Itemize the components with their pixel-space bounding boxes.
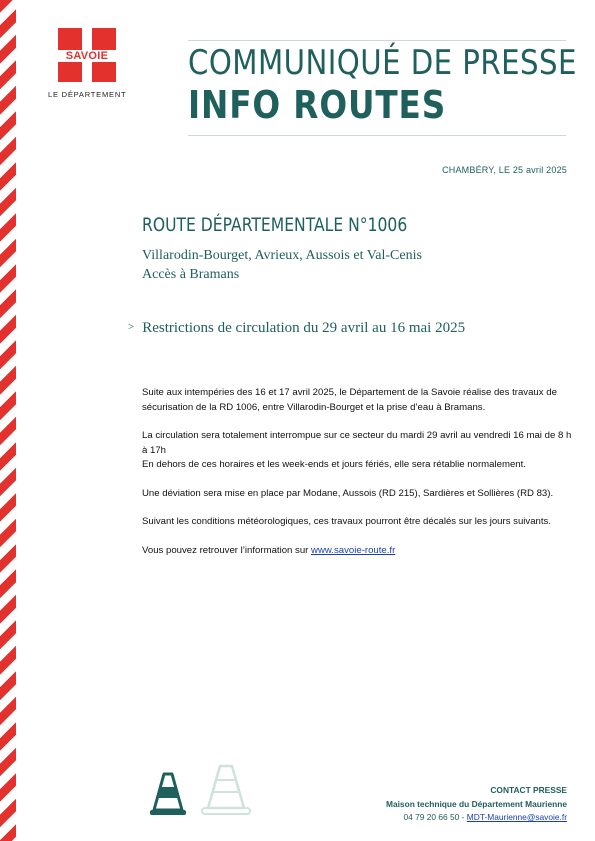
contact-line <box>386 811 567 825</box>
contact-separator: - <box>459 812 467 822</box>
closure-exceptions-text: En dehors de ces horaires et les week-ends et jours fériés, elle sera rétablie normalement. <box>142 459 526 470</box>
header-subtitle: INFO ROUTES <box>188 83 447 127</box>
restriction-text: Restrictions de circulation du 29 avril au 16 mai 2025 <box>142 320 466 336</box>
road-title: ROUTE DÉPARTEMENTALE N°1006 <box>142 214 408 236</box>
paragraph-info <box>142 544 574 559</box>
release-date: CHAMBÉRY, LE 25 avril 2025 <box>442 165 567 175</box>
contact-phone: 04 79 20 66 50 <box>403 812 460 822</box>
savoie-logo <box>48 28 128 99</box>
article-body <box>142 386 574 572</box>
logo-subtitle: LE DÉPARTEMENT <box>48 90 127 99</box>
header-title: COMMUNIQUÉ DE PRESSE <box>188 43 577 83</box>
logo-brand-text: SAVOIE <box>65 50 109 62</box>
locations-block <box>142 246 542 284</box>
savoie-cross-emblem <box>58 28 116 82</box>
header-top-rule <box>188 40 566 41</box>
cones-illustration <box>148 762 254 818</box>
paragraph-weather: Suivant les conditions météorologiques, ces travaux pourront être décalés sur les jours suivants. <box>142 516 552 527</box>
traffic-cone-icon <box>148 770 188 818</box>
paragraph-detour: Une déviation sera mise en place par Modane, Aussois (RD 215), Sardières et Sollières (RD 83). <box>142 487 554 499</box>
locations-line: Villarodin-Bourget, Avrieux, Aussois et Val-Cenis <box>142 248 422 263</box>
savoie-route-link[interactable]: www.savoie-route.fr <box>311 544 396 556</box>
header-bottom-rule <box>188 135 566 136</box>
red-white-stripe-border <box>0 0 16 841</box>
contact-office: Maison technique du Département Maurienne <box>385 798 567 809</box>
paragraph-works: Suite aux intempéries des 16 et 17 avril 2025, le Département de la Savoie réalise des travaux de sécurisation de la RD 1006, entre Villarodin-Bourget et la prise d’eau à Bramans. <box>142 387 557 413</box>
paragraph-closure <box>142 429 574 473</box>
chevron-right-icon: > <box>128 321 135 333</box>
traffic-cone-outline-icon <box>198 762 254 818</box>
restriction-heading <box>128 317 465 338</box>
info-prefix-text: Vous pouvez retrouver l’information sur <box>142 544 312 556</box>
closure-dates-text: La circulation sera totalement interrompue sur ce secteur du mardi 29 avril au vendredi 16 mai de 8 h à 17h <box>142 430 572 456</box>
contact-email-link[interactable]: MDT-Maurienne@savoie.fr <box>466 812 567 822</box>
contact-title: CONTACT PRESSE <box>490 785 567 795</box>
press-header <box>188 40 577 136</box>
press-contact <box>386 784 567 825</box>
access-line: Accès à Bramans <box>142 267 240 282</box>
